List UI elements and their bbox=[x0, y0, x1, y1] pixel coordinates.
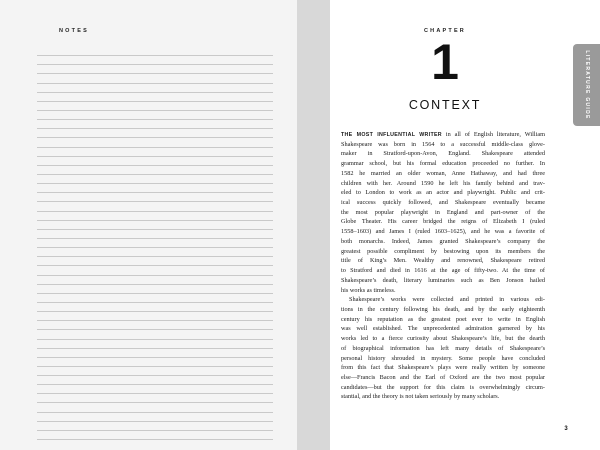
note-line bbox=[37, 376, 273, 385]
note-line bbox=[37, 157, 273, 166]
text-line: ical success quickly followed, and Shakespeare eventually became bbox=[341, 199, 545, 207]
notes-title: NOTES bbox=[59, 28, 89, 34]
text-line: title of King’s Men. Wealthy and renowned, Shakespeare retired bbox=[341, 257, 545, 265]
note-line bbox=[37, 248, 273, 257]
note-line bbox=[37, 257, 273, 266]
note-line bbox=[37, 312, 273, 321]
note-line bbox=[37, 431, 273, 440]
text-line: both monarchs. Indeed, James granted Shakespeare’s company the bbox=[341, 237, 545, 245]
chapter-body bbox=[341, 130, 545, 402]
text-line: century his reputation as the greatest poet ever to write in English bbox=[341, 315, 545, 323]
text-line: greatest possible compliment by bestowing upon its members the bbox=[341, 247, 545, 255]
note-line bbox=[37, 93, 273, 102]
note-line bbox=[37, 212, 273, 221]
text-line: maker in Stratford-upon-Avon, England. Shakespeare attended bbox=[341, 150, 545, 158]
note-line bbox=[37, 330, 273, 339]
text-line: the most popular playwright in England and part-owner of the bbox=[341, 208, 545, 216]
chapter-title: CONTEXT bbox=[408, 98, 482, 112]
note-line bbox=[37, 102, 273, 111]
note-line bbox=[37, 111, 273, 120]
text-line: grammar school, but his formal education proceeded no further. In bbox=[341, 160, 545, 168]
note-line bbox=[37, 193, 273, 202]
text-line: else—Francis Bacon and the Earl of Oxford are the two most popular bbox=[341, 373, 545, 381]
note-line bbox=[37, 166, 273, 175]
note-line bbox=[37, 276, 273, 285]
note-line bbox=[37, 285, 273, 294]
text-line: 1558–1603) and James I (ruled 1603–1625), and he was a favorite of bbox=[341, 228, 545, 236]
text-line: of biographical information has left many details of Shakespeare’s bbox=[341, 344, 545, 352]
note-line bbox=[37, 129, 273, 138]
note-line bbox=[37, 120, 273, 129]
note-line bbox=[37, 148, 273, 157]
text-line: stantial, and the theory is not taken seriously by many scholars. bbox=[341, 393, 500, 401]
text-line: 1582 he married an older woman, Anne Hathaway, and had three bbox=[341, 169, 545, 177]
note-line bbox=[37, 84, 273, 93]
text-line: Shakespeare’s death, literary luminaries such as Ben Jonson hailed bbox=[341, 276, 545, 284]
text-line: Shakespeare was born in 1564 to a successful middle-class glove- bbox=[341, 140, 545, 148]
note-line bbox=[37, 138, 273, 147]
literature-guide-tab[interactable] bbox=[573, 44, 600, 126]
note-line bbox=[37, 74, 273, 83]
text-line: children with her. Around 1590 he left his family behind and trav- bbox=[341, 179, 545, 187]
text-line: Shakespeare’s works were collected and printed in various edi- bbox=[349, 296, 545, 304]
note-line bbox=[37, 385, 273, 394]
note-line bbox=[37, 303, 273, 312]
text-line: was well established. The unprecedented admiration garnered by his bbox=[341, 325, 545, 333]
text-line: tions in the century following his death, and by the early eighteenth bbox=[341, 305, 545, 313]
paragraph-2 bbox=[341, 295, 545, 402]
note-line bbox=[37, 56, 273, 65]
text-line: his works as timeless. bbox=[341, 286, 396, 294]
note-line bbox=[37, 184, 273, 193]
note-line bbox=[37, 239, 273, 248]
text-line: works led to a fierce curiosity about Shakespeare’s life, but the dearth bbox=[341, 335, 545, 343]
book-gutter bbox=[297, 0, 330, 450]
note-line bbox=[37, 349, 273, 358]
text-line: candidates—but the support for this claim is overwhelmingly circum- bbox=[341, 383, 545, 391]
chapter-label: CHAPTER bbox=[424, 28, 466, 34]
page-number: 3 bbox=[564, 426, 568, 432]
note-line bbox=[37, 294, 273, 303]
lead-in-text: THE MOST INFLUENTIAL WRITER bbox=[341, 132, 442, 138]
note-line bbox=[37, 422, 273, 431]
note-line bbox=[37, 367, 273, 376]
chapter-number: 1 bbox=[431, 34, 459, 90]
note-line bbox=[37, 47, 273, 56]
side-tab-label: LITERATURE GUIDE bbox=[583, 50, 590, 120]
note-line bbox=[37, 340, 273, 349]
note-line bbox=[37, 358, 273, 367]
note-line bbox=[37, 65, 273, 74]
notes-ruled-lines bbox=[37, 47, 273, 440]
note-line bbox=[37, 230, 273, 239]
text-line: eled to London to work as an actor and playwright. Public and crit- bbox=[341, 189, 545, 197]
text-line: THE MOST INFLUENTIAL WRITER in all of English literature, William bbox=[341, 131, 545, 138]
note-line bbox=[37, 175, 273, 184]
note-line bbox=[37, 394, 273, 403]
notes-page bbox=[0, 0, 297, 450]
note-line bbox=[37, 321, 273, 330]
text-line: Globe Theater. His career bridged the reigns of Elizabeth I (ruled bbox=[341, 218, 545, 226]
note-line bbox=[37, 413, 273, 422]
text-line: from this fact that Shakespeare’s plays were really written by someone bbox=[341, 364, 545, 372]
note-line bbox=[37, 403, 273, 412]
paragraph-1 bbox=[341, 130, 545, 295]
note-line bbox=[37, 202, 273, 211]
text-line: to Stratford and died in 1616 at the age of fifty-two. At the time of bbox=[341, 267, 545, 275]
note-line bbox=[37, 266, 273, 275]
note-line bbox=[37, 221, 273, 230]
text-line: personal history shrouded in mystery. Some people have concluded bbox=[341, 354, 545, 362]
